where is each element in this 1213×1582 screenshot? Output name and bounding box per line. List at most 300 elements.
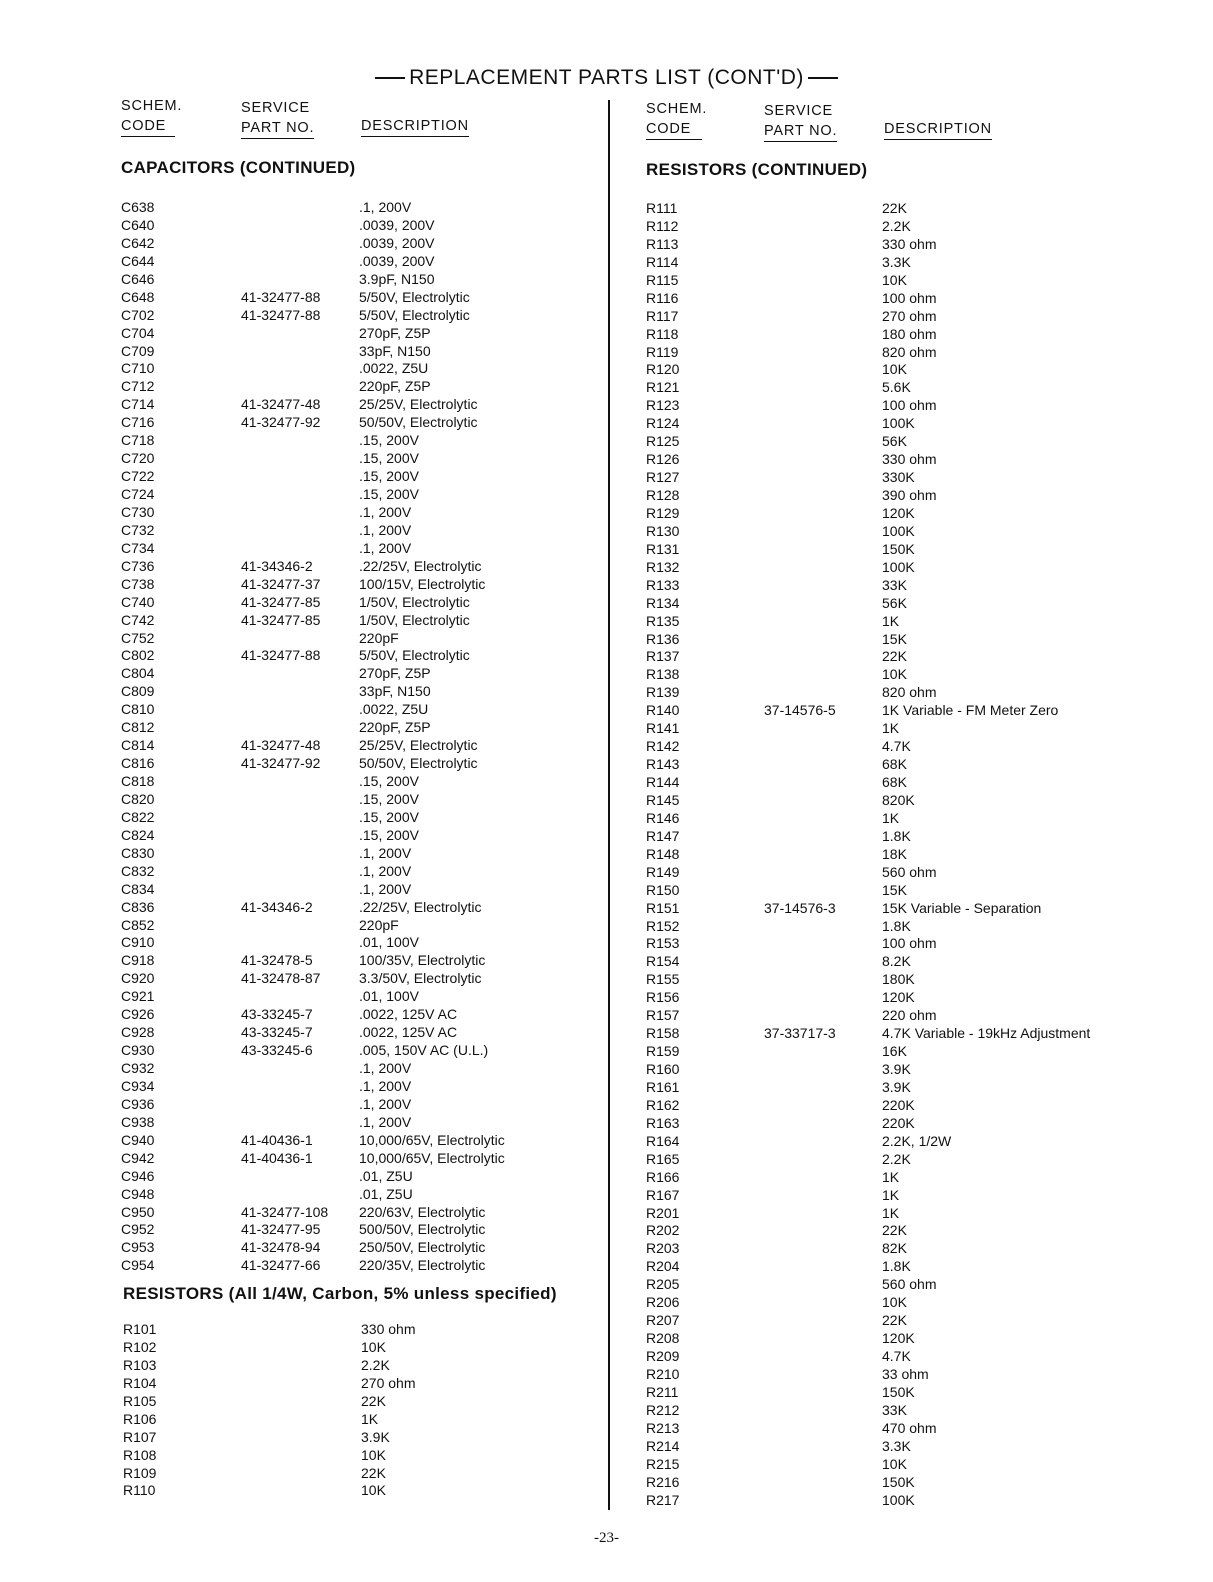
- table-row: [0, 1079, 1213, 1097]
- part-description: .0022, 125V AC: [359, 1006, 458, 1023]
- part-description: .1, 200V: [359, 1060, 412, 1076]
- part-description: 120K: [882, 989, 915, 1006]
- part-description: 18K: [882, 845, 907, 862]
- title-dash-left: [375, 77, 405, 79]
- part-code: C720: [121, 450, 155, 467]
- part-description: 56K: [882, 594, 907, 611]
- part-description: 220/35V, Electrolytic: [359, 1257, 486, 1274]
- table-row: [0, 774, 1213, 792]
- part-code: R134: [646, 594, 680, 611]
- part-description: 3.9K: [882, 1078, 911, 1095]
- part-code: R105: [123, 1392, 157, 1409]
- part-code: R147: [646, 827, 680, 844]
- part-code: R211: [646, 1383, 679, 1400]
- part-description: 22K: [882, 1222, 907, 1239]
- part-description: 1.8K: [882, 917, 911, 934]
- part-description: 22K: [882, 648, 907, 665]
- part-description: 100 ohm: [882, 289, 937, 306]
- part-code: R121: [646, 379, 680, 396]
- part-code: C709: [121, 342, 155, 359]
- part-code: C920: [121, 970, 155, 987]
- part-description: 33K: [882, 1401, 907, 1418]
- part-code: R164: [646, 1132, 680, 1149]
- part-description: 5/50V, Electrolytic: [359, 306, 470, 323]
- part-description: 1K: [882, 1186, 900, 1203]
- part-code: C809: [121, 683, 155, 700]
- part-code: R141: [646, 720, 680, 737]
- part-code: C921: [121, 988, 155, 1005]
- part-description: 1K: [882, 809, 900, 826]
- part-description: .0022, 125V AC: [359, 1024, 458, 1041]
- part-description: 500/50V, Electrolytic: [359, 1221, 486, 1238]
- service-part-no: 43-33245-7: [241, 1006, 313, 1023]
- part-description: 56K: [882, 433, 907, 450]
- part-description: 3.3K: [882, 1437, 911, 1454]
- table-row: [0, 451, 1213, 469]
- table-row: [0, 846, 1213, 864]
- part-description: 22K: [361, 1464, 386, 1481]
- part-description: 270 ohm: [882, 307, 937, 324]
- part-code: R113: [646, 235, 679, 252]
- part-description: .0022, Z5U: [359, 701, 429, 718]
- part-description: 4.7K: [882, 738, 911, 755]
- part-description: 150K: [882, 1383, 915, 1400]
- header-description: DESCRIPTION: [361, 116, 469, 137]
- table-row: [0, 1151, 1213, 1169]
- part-description: 5.6K: [882, 379, 911, 396]
- resistor-list-right: [0, 200, 1213, 1509]
- part-code: C928: [121, 1024, 155, 1041]
- part-description: 820K: [882, 791, 915, 808]
- part-description: 10K: [361, 1338, 386, 1355]
- part-code: R167: [646, 1186, 680, 1203]
- part-description: 25/25V, Electrolytic: [359, 396, 478, 413]
- part-description: 22K: [361, 1392, 386, 1409]
- part-code: R131: [646, 540, 680, 557]
- part-code: R148: [646, 845, 680, 862]
- part-code: R206: [646, 1294, 680, 1311]
- part-code: C646: [121, 270, 155, 287]
- part-description: 330 ohm: [882, 235, 937, 252]
- section-heading-capacitors: CAPACITORS (CONTINUED): [121, 158, 356, 177]
- left-header-schem-code: [121, 96, 182, 137]
- table-row: [0, 541, 1213, 559]
- part-description: 1.8K: [882, 1258, 911, 1275]
- service-part-no: 41-32477-85: [241, 593, 321, 610]
- part-description: 100K: [882, 522, 915, 539]
- service-part-no: 41-34346-2: [241, 898, 313, 915]
- part-description: 250/50V, Electrolytic: [359, 1239, 486, 1256]
- part-code: C812: [121, 719, 155, 736]
- part-code: R163: [646, 1114, 680, 1131]
- part-code: R142: [646, 738, 680, 755]
- part-code: R109: [123, 1464, 157, 1481]
- table-row: [0, 1294, 1213, 1312]
- service-part-no: 41-32477-85: [241, 611, 321, 628]
- part-description: 5/50V, Electrolytic: [359, 647, 470, 664]
- service-part-no: 41-32477-88: [241, 306, 321, 323]
- part-description: 100/15V, Electrolytic: [359, 575, 486, 592]
- part-code: R102: [123, 1338, 157, 1355]
- part-description: .1, 200V: [359, 1095, 412, 1112]
- part-code: R155: [646, 971, 680, 988]
- part-code: C954: [121, 1257, 155, 1274]
- part-code: R160: [646, 1061, 680, 1077]
- part-description: 10K: [361, 1446, 386, 1463]
- table-row: [0, 900, 1213, 918]
- part-code: C722: [121, 468, 155, 485]
- part-description: .1, 200V: [359, 1113, 412, 1130]
- table-row: [0, 971, 1213, 989]
- part-description: 2.2K: [882, 217, 911, 234]
- part-description: 3.3K: [882, 253, 911, 270]
- table-row: [0, 505, 1213, 523]
- table-row: [0, 379, 1213, 397]
- part-description: 220/63V, Electrolytic: [359, 1203, 486, 1220]
- part-code: R110: [123, 1482, 156, 1499]
- header-description: DESCRIPTION: [884, 119, 992, 140]
- part-code: C824: [121, 826, 155, 843]
- table-row: [0, 810, 1213, 828]
- table-row: [0, 272, 1213, 290]
- part-code: R165: [646, 1150, 680, 1167]
- part-description: 390 ohm: [882, 487, 937, 503]
- section-heading-resistors-continued: RESISTORS (CONTINUED): [646, 160, 868, 179]
- part-code: C712: [121, 378, 155, 395]
- part-code: C852: [121, 916, 155, 933]
- part-description: .15, 200V: [359, 773, 419, 789]
- part-code: C640: [121, 216, 155, 233]
- part-code: R123: [646, 397, 680, 414]
- part-code: R156: [646, 989, 680, 1006]
- table-row: [0, 882, 1213, 900]
- part-code: C638: [121, 199, 155, 215]
- table-row: [0, 953, 1213, 971]
- service-part-no: 41-40436-1: [241, 1149, 313, 1166]
- part-code: C948: [121, 1185, 155, 1202]
- part-description: .01, 100V: [359, 934, 419, 951]
- table-row: [0, 631, 1213, 649]
- part-code: C932: [121, 1060, 155, 1076]
- table-row: [0, 595, 1213, 613]
- part-code: R127: [646, 469, 680, 486]
- part-code: R153: [646, 935, 680, 952]
- part-description: .15, 200V: [359, 808, 419, 825]
- left-header-description: [361, 116, 469, 137]
- part-description: 150K: [882, 1473, 915, 1490]
- part-description: 270pF, Z5P: [359, 665, 431, 682]
- part-code: R157: [646, 1007, 680, 1024]
- part-code: C936: [121, 1095, 155, 1112]
- table-row: [0, 702, 1213, 720]
- part-description: .15, 200V: [359, 432, 419, 449]
- part-description: 3.9pF, N150: [359, 270, 435, 287]
- service-part-no: 41-32477-88: [241, 288, 321, 305]
- part-code: R128: [646, 487, 680, 503]
- table-row: [0, 361, 1213, 379]
- part-description: .15, 200V: [359, 468, 419, 485]
- table-row: [0, 326, 1213, 344]
- part-description: 10K: [882, 361, 907, 378]
- part-code: C834: [121, 880, 155, 897]
- part-description: 1/50V, Electrolytic: [359, 611, 470, 628]
- part-description: 15K: [882, 881, 907, 898]
- part-description: 3.9K: [882, 1061, 911, 1077]
- part-description: 100 ohm: [882, 397, 937, 414]
- part-description: 100 ohm: [882, 935, 937, 952]
- part-description: 33K: [882, 576, 907, 593]
- part-description: 10K: [882, 1455, 907, 1472]
- table-row: [0, 720, 1213, 738]
- part-code: R108: [123, 1446, 157, 1463]
- part-code: C938: [121, 1113, 155, 1130]
- part-description: 1/50V, Electrolytic: [359, 593, 470, 610]
- part-code: R210: [646, 1365, 680, 1382]
- part-description: 4.7K Variable - 19kHz Adjustment: [882, 1025, 1091, 1042]
- part-description: .01, Z5U: [359, 1185, 413, 1202]
- part-code: C704: [121, 324, 155, 341]
- part-description: .1, 200V: [359, 1077, 412, 1094]
- part-description: 330 ohm: [882, 451, 937, 468]
- part-description: 10,000/65V, Electrolytic: [359, 1149, 505, 1166]
- part-description: .15, 200V: [359, 790, 419, 807]
- part-code: C926: [121, 1006, 155, 1023]
- table-row: [0, 1348, 1213, 1366]
- part-code: R162: [646, 1096, 680, 1113]
- service-part-no: 43-33245-7: [241, 1024, 313, 1041]
- part-code: R159: [646, 1043, 680, 1060]
- part-code: R151: [646, 899, 680, 916]
- part-description: .22/25V, Electrolytic: [359, 898, 482, 915]
- table-row: [0, 989, 1213, 1007]
- part-code: C742: [121, 611, 155, 628]
- table-row: [0, 415, 1213, 433]
- part-description: 8.2K: [882, 953, 911, 970]
- part-description: 2.2K, 1/2W: [882, 1132, 952, 1149]
- service-part-no: 43-33245-6: [241, 1042, 313, 1059]
- part-code: R205: [646, 1276, 680, 1293]
- part-code: R133: [646, 576, 680, 593]
- part-code: C642: [121, 234, 155, 251]
- part-code: R202: [646, 1222, 680, 1239]
- part-code: C950: [121, 1203, 155, 1220]
- header-code: CODE: [646, 119, 702, 140]
- table-row: [0, 523, 1213, 541]
- table-row: [0, 738, 1213, 756]
- part-description: .1, 200V: [359, 880, 412, 897]
- table-row: [0, 1276, 1213, 1294]
- part-code: R107: [123, 1428, 157, 1445]
- table-row: [0, 236, 1213, 254]
- part-code: R111: [646, 200, 678, 216]
- part-code: C918: [121, 952, 155, 969]
- part-code: R214: [646, 1437, 680, 1454]
- part-code: R137: [646, 648, 680, 665]
- service-part-no: 41-32477-88: [241, 647, 321, 664]
- service-part-no: 41-32478-87: [241, 970, 321, 987]
- table-row: [0, 684, 1213, 702]
- table-row: [0, 1025, 1213, 1043]
- table-row: [0, 613, 1213, 631]
- table-row: [0, 1007, 1213, 1025]
- part-description: .1, 200V: [359, 862, 412, 879]
- part-code: R158: [646, 1025, 680, 1042]
- page-number: -23-: [594, 1530, 619, 1546]
- table-row: [0, 1097, 1213, 1115]
- table-row: [0, 1438, 1213, 1456]
- part-code: R201: [646, 1204, 680, 1221]
- part-code: C714: [121, 396, 155, 413]
- table-row: [0, 308, 1213, 326]
- part-description: 330K: [882, 469, 915, 486]
- header-part-no: PART NO.: [241, 118, 314, 139]
- part-code: R106: [123, 1410, 157, 1427]
- service-part-no: 37-14576-5: [764, 702, 836, 719]
- part-code: C734: [121, 539, 155, 556]
- table-row: [0, 1205, 1213, 1223]
- part-description: 100/35V, Electrolytic: [359, 952, 486, 969]
- part-description: 120K: [882, 1330, 915, 1347]
- service-part-no: 37-14576-3: [764, 899, 836, 916]
- table-row: [0, 1474, 1213, 1492]
- part-description: 2.2K: [361, 1356, 390, 1373]
- part-description: .0039, 200V: [359, 252, 435, 269]
- part-code: C814: [121, 737, 155, 754]
- table-row: [0, 666, 1213, 684]
- part-code: R144: [646, 774, 680, 790]
- part-code: C810: [121, 701, 155, 718]
- part-code: C740: [121, 593, 155, 610]
- part-code: R216: [646, 1473, 680, 1490]
- part-code: R149: [646, 863, 680, 880]
- part-code: C752: [121, 629, 155, 646]
- part-description: 560 ohm: [882, 1276, 937, 1293]
- part-description: 4.7K: [882, 1348, 911, 1364]
- part-description: 3.9K: [361, 1428, 390, 1445]
- service-part-no: 41-32477-108: [241, 1203, 329, 1220]
- part-code: C952: [121, 1221, 155, 1238]
- service-part-no: 41-32478-94: [241, 1239, 321, 1256]
- part-description: 330 ohm: [361, 1321, 416, 1337]
- part-code: C702: [121, 306, 155, 323]
- part-description: 1K Variable - FM Meter Zero: [882, 702, 1059, 719]
- part-description: 10K: [361, 1482, 386, 1499]
- table-row: [0, 935, 1213, 953]
- part-code: R118: [646, 325, 679, 342]
- part-description: 68K: [882, 774, 907, 790]
- part-description: 33pF, N150: [359, 342, 431, 359]
- part-code: R203: [646, 1240, 680, 1257]
- part-code: R115: [646, 271, 679, 288]
- part-code: R207: [646, 1312, 680, 1329]
- table-row: [0, 828, 1213, 846]
- part-description: 100K: [882, 558, 915, 575]
- service-part-no: 41-32477-66: [241, 1257, 321, 1274]
- table-row: [0, 1312, 1213, 1330]
- part-description: .15, 200V: [359, 450, 419, 467]
- part-description: 33 ohm: [882, 1365, 929, 1382]
- header-service: SERVICE: [241, 100, 310, 116]
- part-description: 10,000/65V, Electrolytic: [359, 1131, 505, 1148]
- part-code: C648: [121, 288, 155, 305]
- header-schem: SCHEM.: [121, 98, 183, 114]
- part-code: R150: [646, 881, 680, 898]
- part-description: .15, 200V: [359, 826, 419, 843]
- part-code: R103: [123, 1356, 157, 1373]
- part-code: R145: [646, 791, 680, 808]
- part-description: 220K: [882, 1096, 915, 1113]
- part-code: C953: [121, 1239, 155, 1256]
- part-description: 270pF, Z5P: [359, 324, 431, 341]
- part-description: 120K: [882, 504, 915, 521]
- service-part-no: 41-32477-92: [241, 755, 321, 772]
- part-code: C930: [121, 1042, 155, 1059]
- part-description: 560 ohm: [882, 863, 937, 880]
- service-part-no: 41-40436-1: [241, 1131, 313, 1148]
- table-row: [0, 1420, 1213, 1438]
- service-part-no: 41-34346-2: [241, 557, 313, 574]
- table-row: [0, 1169, 1213, 1187]
- part-code: R161: [646, 1078, 680, 1095]
- table-row: [0, 1492, 1213, 1510]
- table-row: [0, 1187, 1213, 1205]
- title-dash-right: [808, 77, 838, 79]
- right-header-schem-code: [646, 99, 707, 140]
- part-description: 220pF: [359, 629, 399, 646]
- table-row: [0, 218, 1213, 236]
- part-description: 25/25V, Electrolytic: [359, 737, 478, 754]
- part-code: C836: [121, 898, 155, 915]
- service-part-no: 41-32477-95: [241, 1221, 321, 1238]
- part-description: 1K: [882, 720, 900, 737]
- left-header-service-part: [241, 98, 314, 139]
- part-description: 1K: [882, 1204, 900, 1221]
- table-row: [0, 344, 1213, 362]
- part-code: C724: [121, 486, 155, 502]
- table-row: [0, 559, 1213, 577]
- right-header-description: [884, 119, 992, 140]
- table-row: [0, 433, 1213, 451]
- table-row: [0, 1402, 1213, 1420]
- table-row: [0, 254, 1213, 272]
- part-description: 10K: [882, 666, 907, 683]
- part-code: R152: [646, 917, 680, 934]
- table-row: [0, 1456, 1213, 1474]
- part-code: C802: [121, 647, 155, 664]
- table-row: [0, 1115, 1213, 1133]
- part-code: R204: [646, 1258, 680, 1275]
- part-code: C732: [121, 521, 155, 538]
- part-description: .1, 200V: [359, 521, 412, 538]
- part-code: C736: [121, 557, 155, 574]
- table-row: [0, 397, 1213, 415]
- part-description: 5/50V, Electrolytic: [359, 288, 470, 305]
- service-part-no: 41-32477-92: [241, 414, 321, 431]
- part-description: 33pF, N150: [359, 683, 431, 700]
- part-description: 820 ohm: [882, 684, 937, 701]
- part-description: 15K: [882, 630, 907, 647]
- table-row: [0, 1330, 1213, 1348]
- part-description: 15K Variable - Separation: [882, 899, 1042, 916]
- part-description: 150K: [882, 540, 915, 557]
- service-part-no: 41-32477-37: [241, 575, 321, 592]
- part-code: C738: [121, 575, 155, 592]
- part-code: R117: [646, 307, 679, 324]
- part-description: 10K: [882, 271, 907, 288]
- table-row: [0, 1240, 1213, 1258]
- part-code: R213: [646, 1419, 680, 1436]
- table-row: [0, 577, 1213, 595]
